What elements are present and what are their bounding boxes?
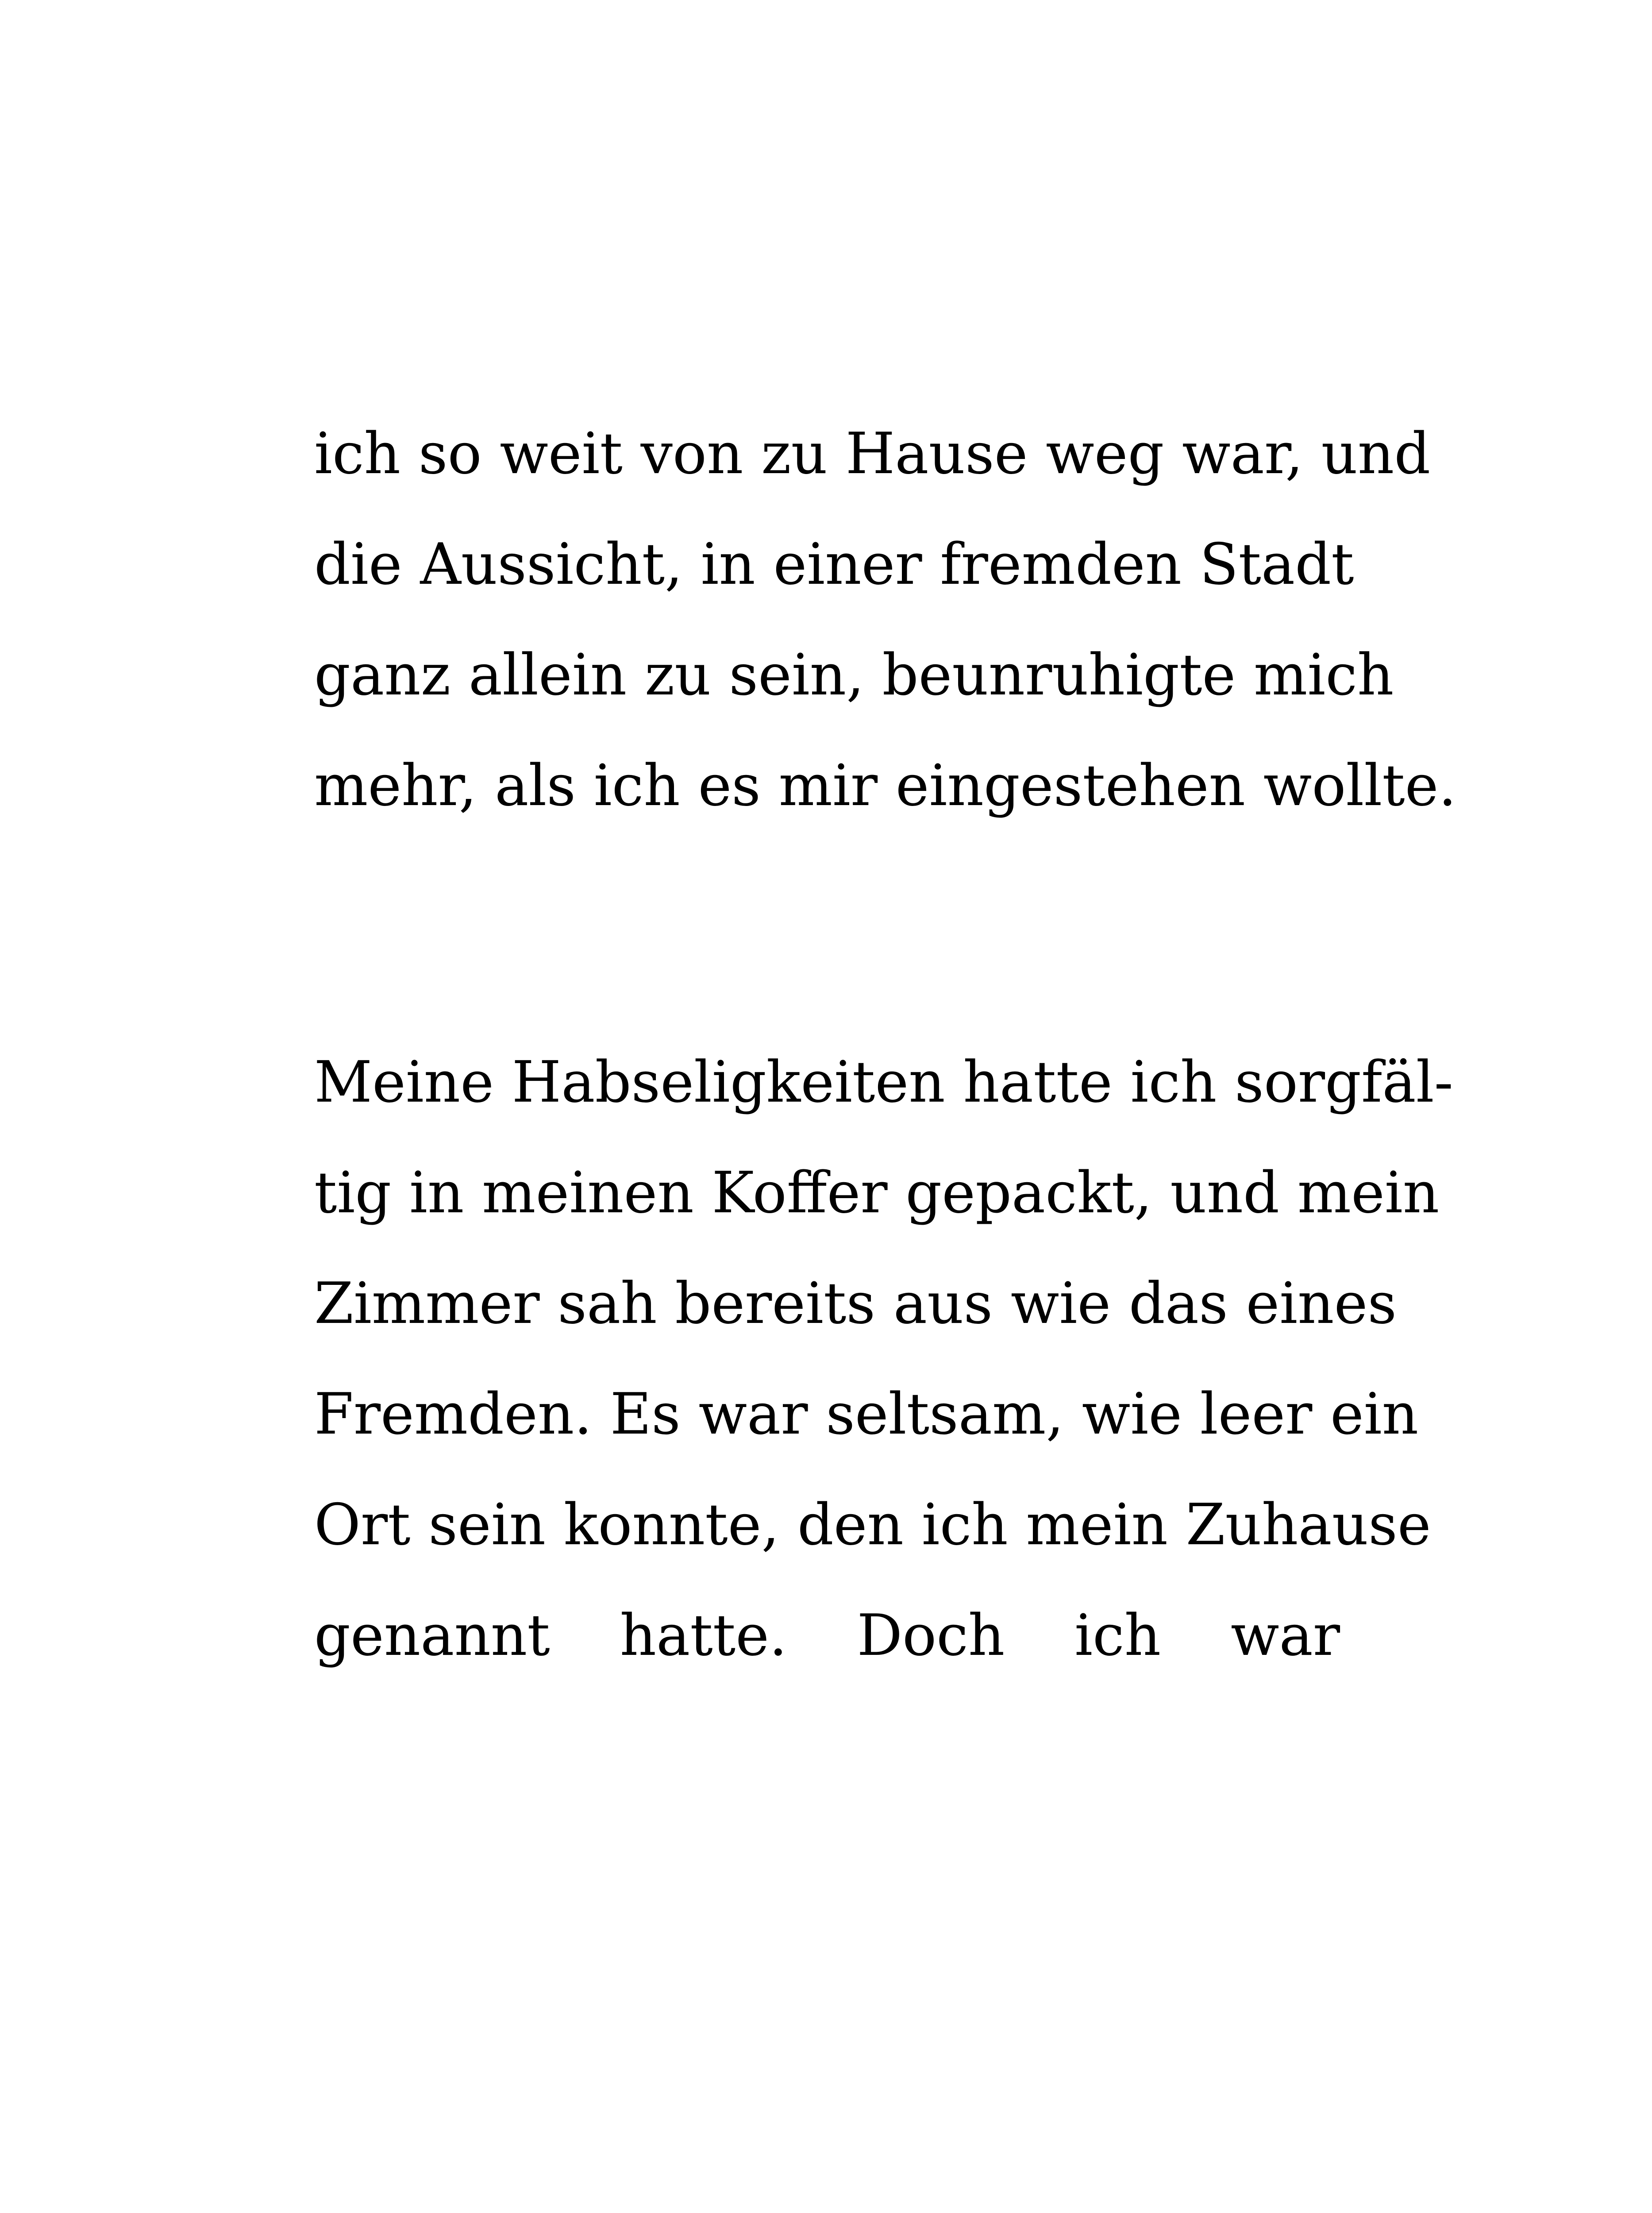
paragraph-line: Zimmer sah bereits aus wie das eines [314, 1271, 1397, 1337]
paragraph-line: mehr, als ich es mir eingestehen wollte. [314, 753, 1457, 819]
paragraph-line: ich so weit von zu Hause weg war, und [314, 421, 1431, 487]
paragraph-line: ganz allein zu sein, beunruhigte mich [314, 642, 1394, 708]
paragraph-line: die Aussicht, in einer fremden Stadt [314, 532, 1354, 598]
paragraph-line: Fremden. Es war seltsam, wie leer ein [314, 1381, 1419, 1447]
paragraph-line: tig in meinen Koffer gepackt, und mein [314, 1160, 1440, 1226]
paragraph-line: Meine Habseligkeiten hatte ich sorgfäl- [314, 1049, 1453, 1115]
paragraph-line: genannt hatte. Doch ich war [314, 1603, 1340, 1669]
paragraph-line: Ort sein konnte, den ich mein Zuhause [314, 1492, 1431, 1558]
